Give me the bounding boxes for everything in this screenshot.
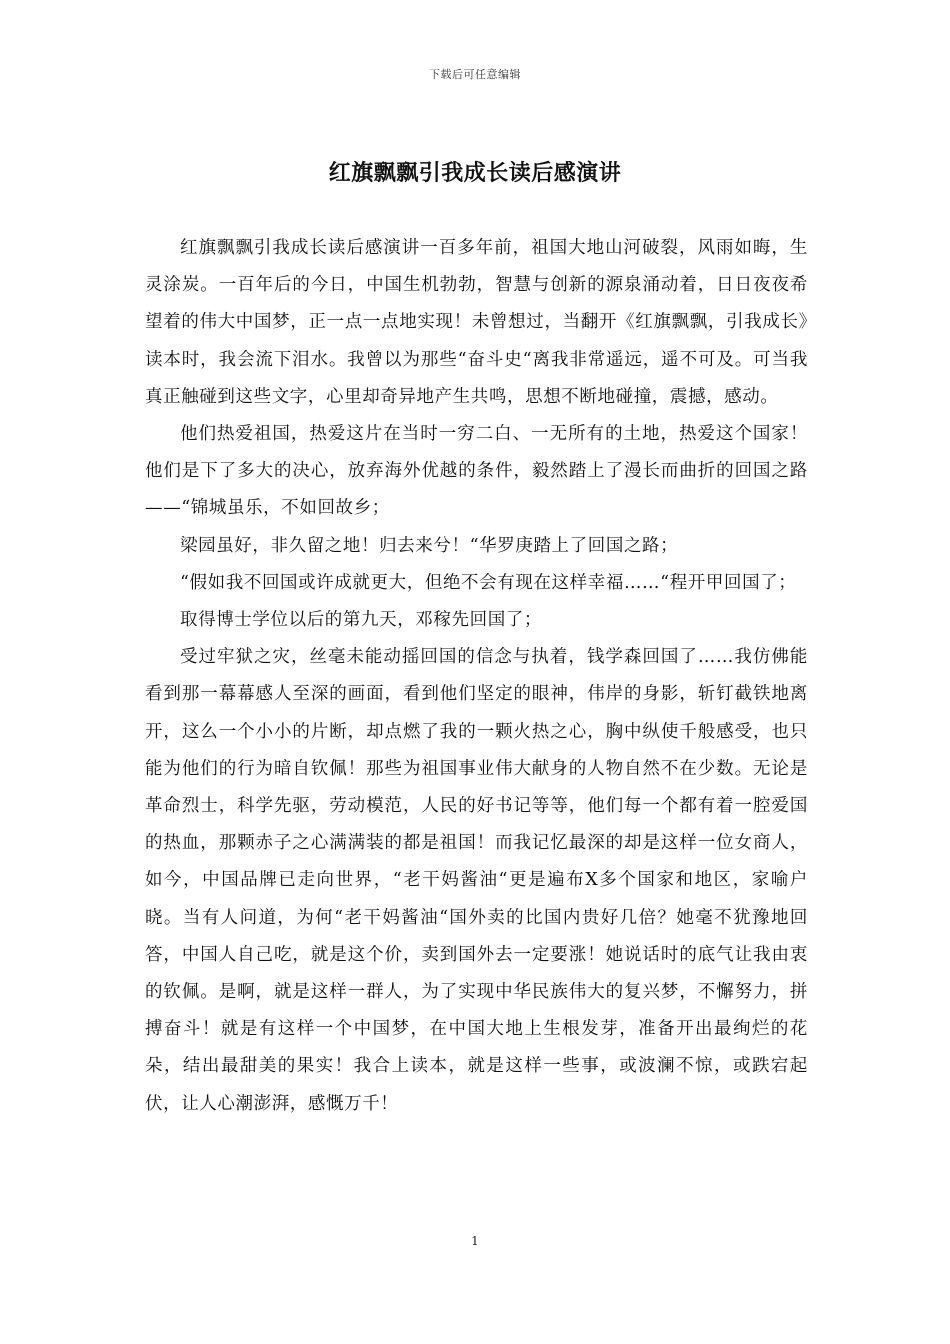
page-number: 1 — [471, 1234, 479, 1248]
document-body — [145, 230, 808, 1123]
paragraph: 他们热爱祖国，热爱这片在当时一穷二白、一无所有的土地，热爱这个国家！他们是下了多大的决心，放弃海外优越的条件，毅然踏上了漫长而曲折的回国之路——“锦城虽乐，不如回故乡； — [145, 424, 808, 519]
paragraph: 梁园虽好，非久留之地！归去来兮！“华罗庚踏上了回国之路； — [180, 535, 679, 556]
paragraph: 受过牢狱之灾，丝毫未能动摇回国的信念与执着，钱学森回国了……我仿佛能看到那一幕幕感人至深的画面，看到他们坚定的眼神，伟岸的身影，斩钉截铁地离开，这么一个小小的片断，却点燃了我的一颗火热之心，胸中纵使千般感受，也只能为他们的行为暗自钦佩！那些为祖国事业伟大献身的人物自然不在少数。无论是革命烈士，科学先驱，劳动模范，人民的好书记等等，他们每一个都有着一腔爱国的热血，那颗赤子之心满满装的都是祖国！而我记忆最深的却是这样一位女商人，如今，中国品牌已走向世界，“老干妈酱油“更是遍布X多个国家和地区，家喻户晓。当有人问道，为何“老干妈酱油“国外卖的比国内贵好几倍？她毫不犹豫地回答，中国人自己吃，就是这个价，卖到国外去一定要涨！她说话时的底气让我由衷的钦佩。是啊，就是这样一群人，为了实现中华民族伟大的复兴梦，不懈努力，拼搏奋斗！就是有这样一个中国梦，在中国大地上生根发芽，准备开出最绚烂的花朵，结出最甜美的果实！我合上读本，就是这样一些事，或波澜不惊，或跌宕起伏，让人心潮澎湃，感慨万千！ — [145, 647, 808, 1114]
paragraph: “假如我不回国或许成就更大，但绝不会有现在这样幸福……“程开甲回国了； — [180, 572, 797, 593]
document-title: 红旗飘飘引我成长读后感演讲 — [328, 160, 622, 186]
paragraph: 取得博士学位以后的第九天，邓稼先回国了； — [180, 610, 542, 631]
paragraph: 红旗飘飘引我成长读后感演讲一百多年前，祖国大地山河破裂，风雨如晦，生灵涂炭。一百年后的今日，中国生机勃勃，智慧与创新的源泉涌动着，日日夜夜希望着的伟大中国梦，正一点一点地实现！未曾想过，当翻开《红旗飘飘，引我成长》读本时，我会流下泪水。我曾以为那些“奋斗史“离我非常遥远，遥不可及。可当我真正触碰到这些文字，心里却奇异地产生共鸣，思想不断地碰撞，震撼，感动。 — [145, 238, 808, 407]
header-note: 下载后可任意编辑 — [429, 68, 521, 81]
